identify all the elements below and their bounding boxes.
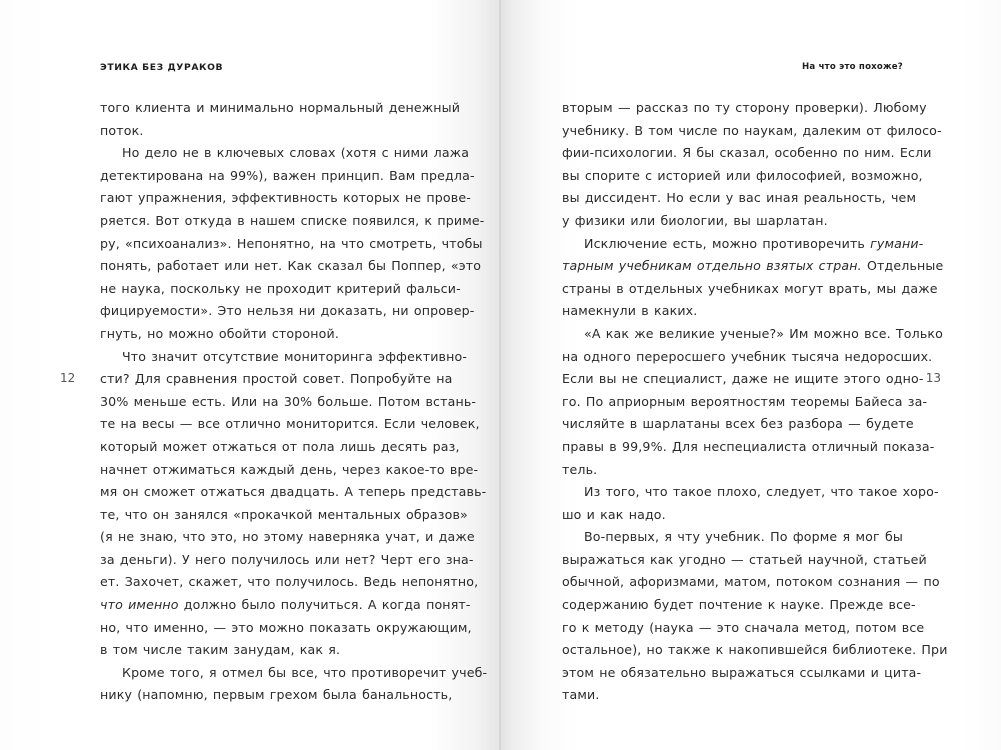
text-line: учебнику. В том числе по наукам, далеким от филосо- <box>562 122 942 138</box>
running-head-book-title: ЭТИКА БЕЗ ДУРАКОВ <box>100 62 224 73</box>
text-line: (я не знаю, что это, но этому наверняка учат, и даже <box>100 529 475 545</box>
text-line: Исключение есть, можно противоречить гумани- <box>584 235 924 251</box>
text-line: содержанию будет почтение к науке. Прежде все- <box>562 597 916 613</box>
text-line: за деньги). У него получилось или нет? Черт его зна- <box>100 551 474 567</box>
text-line: тарным учебникам отдельно взятых стран. Отдельные <box>562 258 944 274</box>
text-line: числяйте в шарлатаны всех без разбора — будете <box>562 416 914 432</box>
text-line: Что значит отсутствие мониторинга эффективно- <box>122 348 468 364</box>
text-line: того клиента и минимально нормальный денежный <box>100 100 461 115</box>
text-line: у физики или биологии, вы шарлатан. <box>562 212 828 228</box>
text-line: правы в 99,9%. Для неспециалиста отличный показа- <box>562 438 935 454</box>
text-line: обычной, афоризмами, матом, потоком сознания — по <box>562 574 940 590</box>
text-line: «А как же великие ученые?» Им можно все. Только <box>584 325 944 341</box>
text-line: го к методу (наука — это сначала метод, потом все <box>562 619 925 635</box>
right-page <box>500 0 1001 750</box>
text-line: те на весы — все отлично мониторится. Если человек, <box>100 416 480 432</box>
text-line: тель. <box>562 461 598 477</box>
text-line: на одного переросшего учебник тысяча недоросших. <box>562 348 933 364</box>
text-line: детектирована на 99%), важен принцип. Вам предла- <box>100 167 475 183</box>
text-line: намекнули в каких. <box>562 303 698 319</box>
text-line: нику (напомню, первым грехом была банальность, <box>100 687 453 703</box>
text-line: ру, «психоанализ». Непонятно, на что смотреть, чтобы <box>100 235 483 251</box>
italic-emphasis: гумани- <box>870 235 924 251</box>
text-line: этом не обязательно выражаться ссылками и цита- <box>562 664 922 680</box>
text-line: вторым — рассказ по ту сторону проверки). Любому <box>562 100 927 115</box>
text-line: 30% меньше есть. Или на 30% больше. Потом встань- <box>100 393 477 409</box>
text-line: который может отжаться от пола лишь десять раз, <box>100 438 460 454</box>
text-line: шо и как надо. <box>562 506 666 522</box>
text-line: ет. Захочет, скажет, что получилось. Ведь непонятно, <box>100 574 479 590</box>
text-line: Из того, что такое плохо, следует, что такое хоро- <box>584 484 939 500</box>
running-head-chapter-title: На что это похоже? <box>802 62 903 72</box>
text-line: Во-первых, я чту учебник. По форме я мог бы <box>584 529 903 545</box>
text-line: вы диссидент. Но если у вас иная реальность, чем <box>562 190 917 206</box>
text-line: фии-психологии. Я бы сказал, особенно по ним. Если <box>562 145 932 161</box>
text-line: Но дело не в ключевых словах (хотя с ними лажа <box>122 145 470 161</box>
text-line: в том числе таким занудам, как я. <box>100 642 341 658</box>
text-line: гнуть, но можно обойти стороной. <box>100 325 339 341</box>
text-line: но, что именно, — это можно показать окружающим, <box>100 619 472 635</box>
body-text <box>100 97 488 707</box>
text-line: поток. <box>100 122 144 138</box>
book-spine-gutter <box>499 0 501 750</box>
text-line: вы спорите с историей или философией, возможно, <box>562 167 923 183</box>
text-line: те, что он занялся «прокачкой ментальных образов» <box>100 506 468 522</box>
italic-emphasis: тарным учебникам отдельно взятых стран. <box>562 258 862 274</box>
text-line: сти? Для сравнения простой совет. Попробуйте на <box>100 371 453 387</box>
text-line: фицируемости». Это нельзя ни доказать, ни опровер- <box>100 303 475 319</box>
text-line: тами. <box>562 687 600 703</box>
left-page <box>0 0 500 750</box>
italic-emphasis: что именно <box>100 597 179 613</box>
text-line: выражаться как угодно — статьей научной, статьей <box>562 551 927 567</box>
page-number: 12 <box>60 371 76 385</box>
text-line: Кроме того, я отмел бы все, что противоречит учеб- <box>122 664 488 680</box>
text-line: мя он сможет отжаться двадцать. А теперь представь- <box>100 484 487 500</box>
text-line: остальное), но также к накопившейся библиотеке. При <box>562 642 948 658</box>
text-line: ряется. Вот откуда в нашем списке появился, к приме- <box>100 212 485 228</box>
page-number: 13 <box>925 371 941 385</box>
text-line: что именно должно было получиться. А когда понят- <box>100 597 471 613</box>
text-line: начнет отжиматься каждый день, через какое-то вре- <box>100 461 479 477</box>
text-line: страны в отдельных учебниках могут врать, мы даже <box>562 280 938 296</box>
text-line: понять, работает или нет. Как сказал бы Поппер, «это <box>100 258 482 274</box>
text-line: не наука, поскольку не проходит критерий фальси- <box>100 280 461 296</box>
text-line: гают упражнения, эффективность которых не прове- <box>100 190 471 206</box>
text-line: го. По априорным вероятностям теоремы Байеса за- <box>562 393 928 409</box>
text-line: Если вы не специалист, даже не ищите этого одно- <box>562 371 924 387</box>
